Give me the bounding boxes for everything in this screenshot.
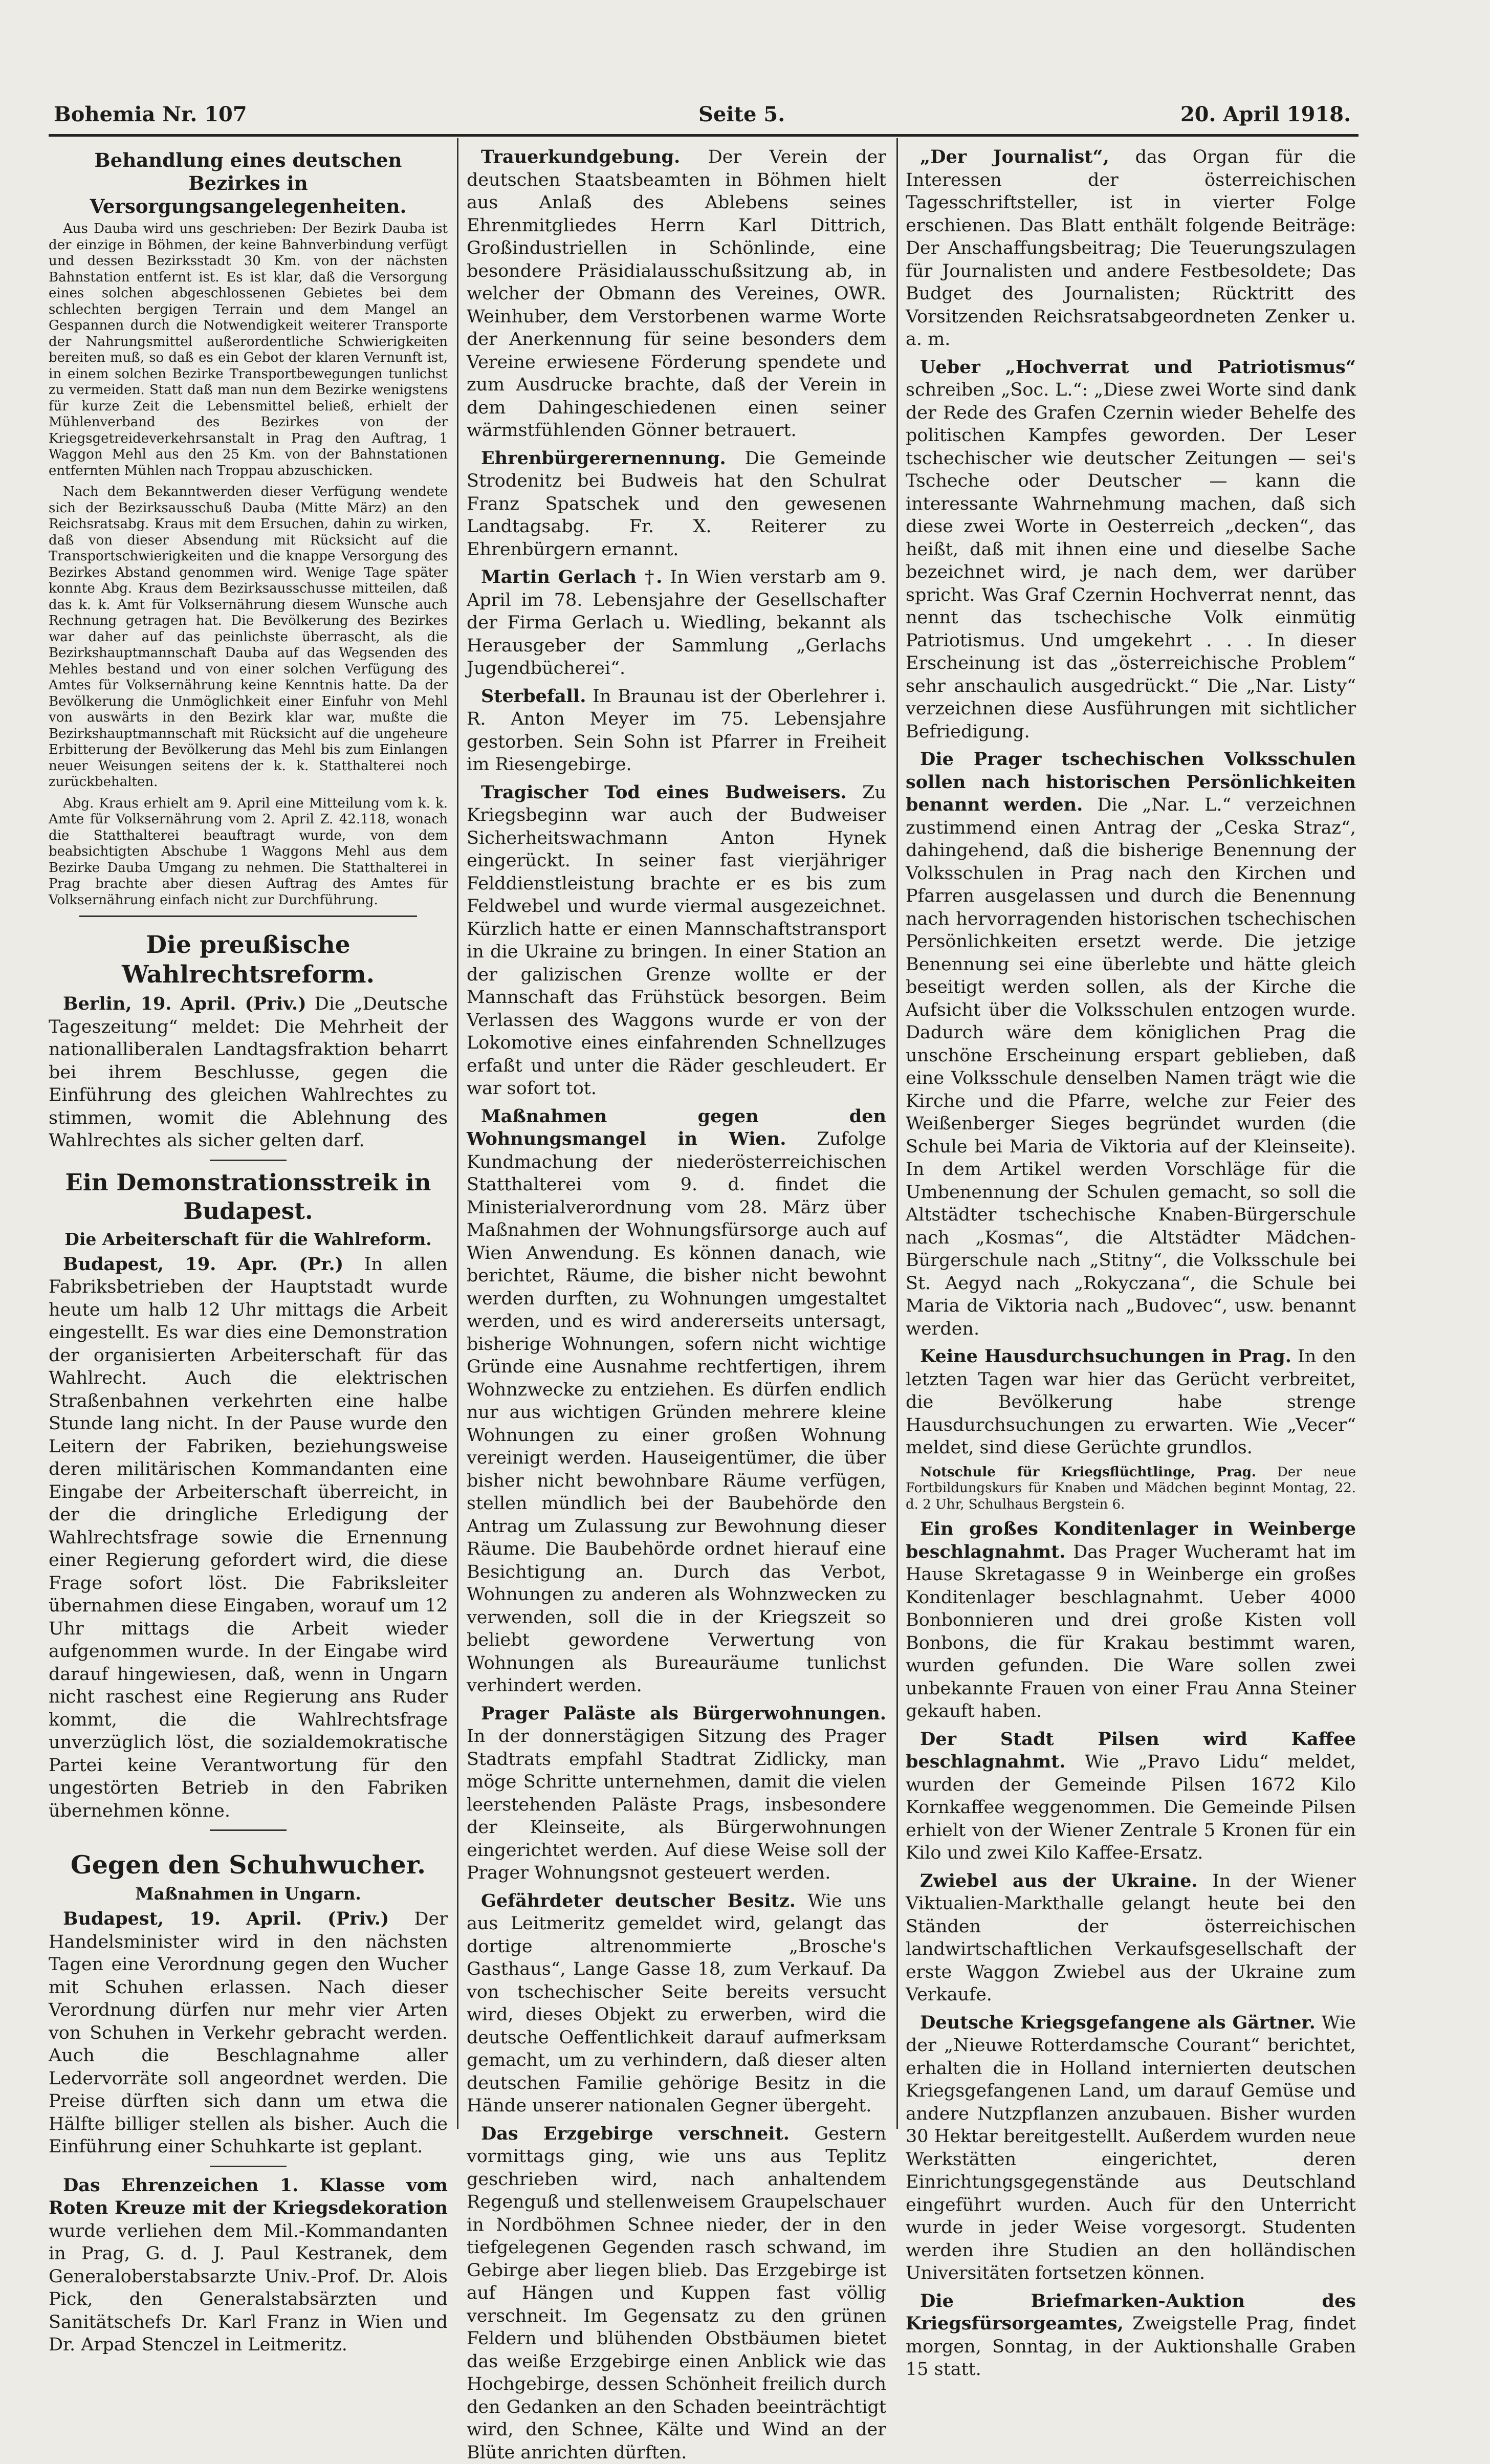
article-text: Die Gemeinde Strodenitz bei Budweis hat den Schulrat Franz Spatschek und den gewesenen Landtagsabg. Fr. X. Reiterer zu Ehrenbürgern ernannt. [467,448,886,560]
article-paragraph [49,993,448,1152]
article-text: In allen Fabriksbetrieben der Hauptstadt wurde heute um halb 12 Uhr mittags die Arbeit eingestellt. Es war dies eine Demonstration der organisierten Arbeiterschaft für das Wahlrecht. Auch die elektrischen Straßenbahnen verkehrten eine halbe Stunde lang nicht. In der Pause wurde den Leitern der Fabriken, beziehungsweise deren militärischen Kommandanten eine Eingabe der Arbeiterschaft überreicht, in der die dringliche Erledigung der Wahlrechtsfrage sowie die Ernennung einer Regierung gefordert wird, die diese Frage sofort löst. Die Fabriksleiter übernahmen diese Eingaben, worauf um 12 Uhr mittags die Arbeit wieder aufgenommen wurde. In der Eingabe wird darauf hingewiesen, daß, wenn in Ungarn nicht raschest eine Regierung ans Ruder kommt, die die Wahlrechtsfrage unverzüglich löst, die sozialdemokratische Partei keine Verantwortung für den ungestörten Betrieb in den Fabriken übernehmen könne. [49,1254,448,1821]
article-paragraph [906,146,1356,351]
column-rule-2 [896,138,898,2129]
article-paragraph [49,2174,448,2357]
article-paragraph [49,1908,448,2158]
article-paragraph [906,356,1356,744]
article-lead: Ehrenbürgerernennung. [481,448,726,469]
article-headline: Gegen den Schuhwucher. [49,1849,448,1880]
article-paragraph [467,685,886,776]
separator [210,2166,287,2167]
article-text: Das Prager Wucheramt hat im Hause Skretagasse 9 in Weinberge ein großes Konditenlager beschlagnahmt. Ueber 4000 Bonbonnieren und drei große Kisten voll Bonbons, die für Krakau bestimmt waren, wurden gefunden. Die Ware sollen zwei unbekannte Frauen von einer Frau Anna Steiner gekauft haben. [906,1542,1356,1722]
article-lead: Die Briefmarken-Auktion des Kriegsfürsorgeamtes, [906,2291,1356,2335]
article-text: Die „Nar. L.“ verzeichnen zustimmend einen Antrag der „Ceska Straz“, dahingehend, daß die bisherige Benennung der Volksschulen in Prag nach den Kirchen und Pfarren ausgelassen und durch die Benennung nach hervorragenden historischen tschechischen Persönlichkeiten ersetzt werde. Die jetzige Benennung sei eine überlebte und hätte gleich beseitigt werden sollen, als der Kirche die Aufsicht über die Volksschulen entzogen wurde. Dadurch wäre dem königlichen Prag die unschöne Erscheinung erspart geblieben, daß eine Volksschule denselben Namen trägt wie die Kirche und die Pfarre, welche zur Feier des Weißenberger Sieges begründet wurden (die Schule bei Maria de Viktoria auf der Kleinseite). In dem Artikel werden Vorschläge für die Umbenennung der Schulen gemacht, so soll die Altstädter tschechische Knaben-Bürgerschule nach „Kosmas“, die Altstädter Mädchen-Bürgerschule nach „Stitny“, die Volksschule bei St. Aegyd nach „Rokyczana“, die Schule bei Maria de Viktoria nach „Budovec“, usw. benannt werden. [906,795,1356,1339]
article-text: In der donnerstägigen Sitzung des Prager Stadtrats empfahl Stadtrat Zidlicky, man möge Schritte unternehmen, damit die vielen leerstehenden Paläste Prags, insbesondere der Kleinseite, als Bürgerwohnungen eingerichtet werden. Auf diese Weise soll der Prager Wohnungsnot gesteuert werden. [467,1726,886,1883]
masthead-issue: Bohemia Nr. 107 [54,102,247,126]
article-text: In der Wiener Viktualien-Markthalle gelangt heute bei den Ständen der österreichischen landwirtschaftlichen Verkaufsgesellschaft der erste Waggon Zwiebel aus der Ukraine zum Verkaufe. [906,1871,1356,2005]
article-text: In den letzten Tagen war hier das Gerücht verbreitet, die Bevölkerung habe strenge Hausdurchsuchungen zu erwarten. Wie „Vecer“ meldet, sind diese Gerüchte grundlos. [906,1346,1356,1458]
column-rule-1 [457,138,458,2129]
article-paragraph [906,2290,1356,2381]
article-lead: Das Ehrenzeichen 1. Klasse vom Roten Kreuze mit der Kriegsdekoration [49,2175,448,2219]
article-paragraph [906,748,1356,1340]
separator [210,1160,287,1161]
article-headline: Die preußische Wahlrechtsreform. [49,930,448,990]
article-paragraph [467,781,886,1100]
article-paragraph [467,566,886,680]
article-text: In Braunau ist der Oberlehrer i. R. Anton Meyer im 75. Lebensjahre gestorben. Sein Sohn ist Pfarrer in Freiheit im Riesengebirge. [467,686,886,775]
article-headline: Ein Demonstrationsstreik in Budapest. [49,1168,448,1226]
article-lead: Das Erzgebirge verschneit. [481,2123,790,2144]
dateline: Budapest, 19. Apr. (Pr.) [63,1254,343,1275]
article-lead: Der Stadt Pilsen wird Kaffee beschlagnahmt. [906,1729,1356,1773]
article-paragraph [906,2012,1356,2285]
dateline: Berlin, 19. April. (Priv.) [63,993,306,1014]
article-text: In Wien verstarb am 9. April im 78. Lebensjahre der Gesellschafter der Firma Gerlach u. Wiedling, bekannt als Herausgeber der Sammlung „Gerlachs Jugendbücherei“. [467,567,886,679]
article-paragraph [467,1105,886,1697]
article-paragraph [467,1703,886,1885]
article-headline: Behandlung eines deutschen Bezirkes in Versorgungsangelegenheiten. [49,149,448,218]
page-header [54,102,1351,133]
article-paragraph [49,1253,448,1823]
article-subheadline: Maßnahmen in Ungarn. [49,1883,448,1905]
dateline: Budapest, 19. April. (Priv.) [63,1908,389,1929]
article-lead: Trauerkundgebung. [481,146,680,167]
article-lead: Ein großes Konditenlager in Weinberge beschlagnahmt. [906,1518,1356,1562]
article-lead: Sterbefall. [481,686,586,707]
article-text: Der Handelsminister wird in den nächsten Tagen eine Verordnung gegen den Wucher mit Schuhen erlassen. Nach dieser Verordnung dürfen nur mehr vier Arten von Schuhen in Verkehr gebracht werden. Auch die Beschlagnahme aller Ledervorräte soll angeordnet werden. Die Preise dürften sich dann um etwa die Hälfte billiger stellen als bisher. Auch die Einführung einer Schuhkarte ist geplant. [49,1909,448,2157]
article-lead: Tragischer Tod eines Budweisers. [481,782,847,803]
article-text: das Organ für die Interessen der österreichischen Tagesschriftsteller, ist in vierter Folge erschienen. Das Blatt enthält folgende Beiträge: Der Anschaffungsbeitrag; Die Teuerungszulagen für Journalisten und andere Festbesoldete; Das Budget des Journalisten; Rücktritt des Vorsitzenden Reichsratsabgeordneten Zenker u. a. m. [906,147,1356,350]
header-rule [49,134,1358,137]
article-text: Zu Kriegsbeginn war auch der Budweiser Sicherheitswachmann Anton Hynek eingerückt. In seiner fast vierjähriger Felddienstleistung brachte er es bis zum Feldwebel und wurde viermal ausgezeichnet. Kürzlich hatte er einen Mannschaftstransport in die Ukraine zu bringen. In einer Station an der galizischen Grenze wollte er der Mannschaft das Frühstück besorgen. Beim Verlassen des Waggons wurde er von der Lokomotive eines einfahrenden Schnellzuges erfaßt und unter die Räder geschleudert. Er war sofort tot. [467,782,886,1099]
article-lead: Martin Gerlach †. [481,566,662,587]
article-lead: Keine Hausdurchsuchungen in Prag. [920,1346,1291,1367]
article-paragraph [467,447,886,561]
article-paragraph: Abg. Kraus erhielt am 9. April eine Mitteilung vom k. k. Amte für Volksernährung vom 2. April Z. 42.118, wonach die Statthalterei beauftragt wurde, von dem beabsichtigten Abschube 1 Waggons Mehl aus dem Bezirke Dauba Umgang zu nehmen. Die Statthalterei in Prag brachte aber diesen Auftrag des Amtes für Volksernährung einfach nicht zur Durchführung. [49,796,448,909]
article-text: Wie „Pravo Lidu“ meldet, wurden der Gemeinde Pilsen 1672 Kilo Kornkaffee weggenommen. Die Gemeinde Pilsen erhielt von der Wiener Zentrale 5 Kronen für ein Kilo und zwei Kilo Kaffee-Ersatz. [906,1752,1356,1863]
article-paragraph [906,1465,1356,1513]
column-3 [906,146,1356,2136]
article-lead: Die Prager tschechischen Volksschulen sollen nach historischen Persönlichkeiten benannt werden. [906,749,1356,815]
separator [79,915,417,917]
article-text: Zufolge Kundmachung der niederösterreichischen Statthalterei vom 9. d. findet die Ministerialverordnung vom 28. März über Maßnahmen der Wohnungsfürsorge auch auf Wien Anwendung. Es können danach, wie berichtet, Räume, die bisher nicht bewohnt werden durften, zu Wohnungen umgestaltet werden, und es wird andererseits untersagt, bisherige Wohnungen, sofern nicht wichtige Gründe eine Ausnahme rechtfertigen, ihrem Wohnzwecke zu entziehen. Es dürfen endlich nur aus wichtigen Gründen mehrere kleine Wohnungen zu einer großen Wohnung vereinigt werden. Hauseigentümer, die über bisher nicht bewohnbare Räume verfügen, stellen mündlich bei der Baubehörde den Antrag um Zulassung zur Bewohnung dieser Räume. Die Baubehörde ordnet hierauf eine Besichtigung an. Durch das Verbot, Wohnungen zu anderen als Wohnzwecken zu verwenden, soll die in der Kriegszeit so beliebt gewordene Verwertung von Wohnungen als Bureauräume tunlichst verhindert werden. [467,1129,886,1696]
article-lead: Prager Paläste als Bürgerwohnungen. [481,1703,886,1724]
column-1 [49,146,448,2136]
article-paragraph: Aus Dauba wird uns geschrieben: Der Bezirk Dauba ist der einzige in Böhmen, der keine Bahnverbindung verfügt und dessen Bezirksstadt 30 Km. von der nächsten Bahnstation entfernt ist. Es ist klar, daß die Versorgung eines solchen abgeschlossenen Gebietes bei dem schlechten bergigen Terrain und dem Mangel an Gespannen durch die Notwendigkeit weiterer Transporte der Nahrungsmittel außerordentliche Schwierigkeiten bereiten muß, so daß es ein Gebot der klaren Vernunft ist, in einem solchen Bezirke Transportbewegungen tunlichst zu vermeiden. Statt daß man nun dem Bezirke wenigstens für kurze Zeit die Lebensmittel beließ, erhielt der Mühlenverband des Bezirkes von der Kriegsgetreideverkehrsanstalt in Prag den Auftrag, 1 Waggon Mehl aus den 25 Km. von der Bahnstationen entfernten Mühlen nach Troppau abzuschicken. [49,221,448,479]
article-text: schreiben „Soc. L.“: „Diese zwei Worte sind dank der Rede des Grafen Czernin wieder Behelfe des politischen Kampfes geworden. Der Leser tschechischer wie deutscher Zeitungen — sei's Tscheche oder Deutscher — kann die interessante Wahrnehmung machen, daß sich diese zwei Worte in Oesterreich „decken“, das heißt, daß mit ihnen eine und dieselbe Sache bezeichnet wird, je nach dem, wer darüber spricht. Was Graf Czernin Hochverrat nennt, das nennt das tschechische Volk einmütig Patriotismus. Und umgekehrt . . . In dieser Erscheinung ist das „österreichische Problem“ sehr anschaulich ausgedrückt.“ Die „Nar. Listy“ verzeichnen diese Ausführungen mit sichtlicher Befriedigung. [906,380,1356,742]
page-number: Seite 5. [698,102,785,126]
article-paragraph [906,1518,1356,1723]
issue-date: 20. April 1918. [1180,102,1351,126]
article-text: Der neue Fortbildungskurs für Knaben und Mädchen beginnt Montag, 22. d. 2 Uhr, Schulhaus Bergstein 6. [906,1465,1356,1512]
article-lead: Gefährdeter deutscher Besitz. [481,1890,796,1911]
article-paragraph [906,1728,1356,1865]
article-lead: Notschule für Kriegsflüchtlinge, Prag. [920,1465,1256,1480]
separator [210,1829,287,1831]
article-text: Zweigstelle Prag, findet morgen, Sonntag, in der Auktionshalle Graben 15 statt. [906,2314,1356,2380]
article-lead: Ueber „Hochverrat und Patriotismus“ [920,357,1356,378]
article-paragraph [467,1890,886,2118]
article-lead: Deutsche Kriegsgefangene als Gärtner. [920,2012,1316,2033]
article-paragraph [906,1345,1356,1459]
column-2 [467,146,886,2136]
article-text: Der Verein der deutschen Staatsbeamten in Böhmen hielt aus Anlaß des Ablebens seines Ehrenmitgliedes Herrn Karl Dittrich, Großindustriellen in Schönlinde, eine besondere Präsidialausschußsitzung ab, in welcher der Obmann des Vereines, OWR. Weinhuber, dem Verstorbenen warme Worte der Anerkennung für seine besonders dem Vereine erwiesene Förderung spendete und zum Ausdrucke brachte, daß der Verein in dem Dahingeschiedenen einen seiner wärmstfühlenden Gönner betrauert. [467,147,886,441]
article-paragraph: Nach dem Bekanntwerden dieser Verfügung wendete sich der Bezirksausschuß Dauba (Mitte März) an den Reichsratsabg. Kraus mit dem Ersuchen, dahin zu wirken, daß von dieser Absendung mit Rücksicht auf die Transportschwierigkeiten und die knappe Versorgung des Bezirkes Abstand genommen wird. Wenige Tage später konnte Abg. Kraus dem Bezirksausschusse mitteilen, daß das k. k. Amt für Volksernährung diesem Wunsche auch Rechnung getragen hat. Die Bevölkerung des Bezirkes war daher auf das peinlichste überrascht, als die Bezirkshauptmannschaft Dauba auf das Wegsenden des Mehles bestand und von einer solchen Verfügung des Amtes für Volksernährung keine Kenntnis hatte. Da der Bevölkerung die Unmöglichkeit einer Einfuhr von Mehl von auswärts in den Bezirk klar war, mußte die Bezirkshauptmannschaft mit Rücksicht auf die ungeheure Erbitterung der Bevölkerung das Mehl bis zum Einlangen neuer Weisungen seitens der k. k. Statthalterei noch zurückbehalten. [49,484,448,791]
article-text: Gestern vormittags ging, wie uns aus Teplitz geschrieben wird, nach anhaltendem Regenguß und stellenweisem Graupelschauer in Nordböhmen Schnee nieder, der in den tiefgelegenen Gegenden rasch schwand, im Gebirge aber liegen blieb. Das Erzgebirge ist auf Hängen und Kuppen fast völlig verschneit. Im Gegensatz zu den grünen Feldern und blühenden Obstbäumen bietet das weiße Erzgebirge einen Anblick wie das Hochgebirge, dessen Schönheit freilich durch den Gedanken an den Schaden beeinträchtigt wird, den Schnee, Kälte und Wind an der Blüte anrichten dürften. [467,2124,886,2463]
article-lead: Maßnahmen gegen den Wohnungsmangel in Wien. [467,1106,886,1150]
article-text: wurde verliehen dem Mil.-Kommandanten in Prag, G. d. J. Paul Kestranek, dem Generaloberstabsarzte Univ.-Prof. Dr. Alois Pick, den Generalstabsärzten und Sanitätschefs Dr. Karl Franz in Wien und Dr. Arpad Stenczel in Leitmeritz. [49,2221,448,2356]
article-lead: „Der Journalist“, [920,146,1109,167]
article-text: Die „Deutsche Tageszeitung“ meldet: Die Mehrheit der nationalliberalen Landtagsfraktion beharrt bei ihrem Beschlusse, gegen die Einführung des gleichen Wahlrechtes zu stimmen, womit die Ablehnung des Wahlrechtes als sicher gelten darf. [49,994,448,1151]
article-paragraph [467,2123,886,2464]
article-subheadline: Die Arbeiterschaft für die Wahlreform. [49,1229,448,1250]
article-lead: Zwiebel aus der Ukraine. [920,1870,1198,1891]
article-text: Wie der „Nieuwe Rotterdamsche Courant“ berichtet, erhalten die in Holland internierten deutschen Kriegsgefangenen Land, um darauf Gemüse und andere Nutzpflanzen anzubauen. Bisher wurden 30 Hektar bereitgestellt. Außerdem wurden neue Werkstätten eingerichtet, deren Einrichtungsgegenstände aus Deutschland eingeführt wurden. Auch für den Unterricht wurde in jeder Weise vorgesorgt. Studenten werden ihre Studien an den holländischen Universitäten fortsetzen können. [906,2013,1356,2284]
article-paragraph [467,146,886,442]
article-paragraph [906,1870,1356,2007]
article-text: Wie uns aus Leitmeritz gemeldet wird, gelangt das dortige altrenommierte „Brosche's Gasthaus“, Lange Gasse 18, zum Verkauf. Da von tschechischer Seite bereits versucht wird, dieses Objekt zu erwerben, wird die deutsche Oeffentlichkeit darauf aufmerksam gemacht, um zu verhindern, daß dieser alten deutschen Familie gehörige Besitz in die Hände unserer nationalen Gegner übergeht. [467,1891,886,2117]
